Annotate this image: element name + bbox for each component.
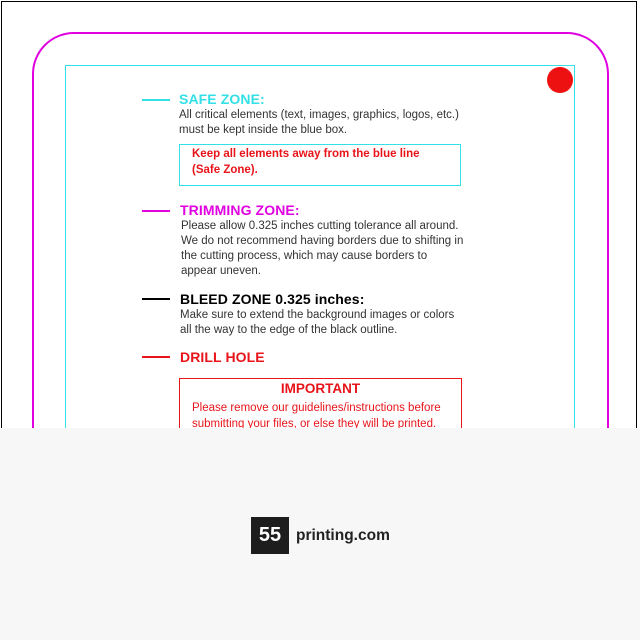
trimming-zone-description [181, 219, 463, 279]
safe-zone-description-line: All critical elements (text, images, graphics, logos, etc.) [179, 109, 459, 121]
important-notice-box [179, 378, 462, 428]
safe-zone-description [179, 108, 459, 138]
drill-hole-legend-line [142, 356, 170, 358]
safe-zone-legend-line [142, 99, 170, 101]
bleed-zone-description [180, 308, 454, 338]
bleed-zone-title: BLEED ZONE 0.325 inches: [180, 291, 365, 307]
brand-logo [251, 517, 390, 554]
important-description-line: Please remove our guidelines/instructions before [192, 402, 441, 414]
trimming-zone-description-line: We do not recommend having borders due to shifting in [181, 235, 464, 247]
drill-hole-title: DRILL HOLE [180, 349, 265, 365]
trimming-zone-description-line: Please allow 0.325 inches cutting tolerance all around. [181, 220, 459, 232]
brand-logo-name: printing.com [296, 526, 390, 544]
safe-zone-title: SAFE ZONE: [179, 91, 265, 107]
bleed-zone-legend-line [142, 298, 170, 300]
trimming-zone-title: TRIMMING ZONE: [180, 202, 300, 218]
brand-logo-badge: 55 [251, 517, 289, 554]
bleed-zone-description-line: Make sure to extend the background images or colors [180, 309, 455, 321]
safe-zone-note-line: (Safe Zone). [192, 163, 258, 176]
safe-zone-note-box [179, 144, 461, 186]
important-description-line: submitting your files, or else they will be printed. [192, 417, 437, 428]
safe-zone-description-line: must be kept inside the blue box. [179, 124, 348, 136]
important-description [192, 401, 441, 428]
safe-zone-note-line: Keep all elements away from the blue line [192, 148, 420, 160]
important-title: IMPORTANT [280, 381, 361, 396]
trimming-zone-legend-line [142, 210, 170, 212]
trimming-zone-description-line: appear uneven. [181, 265, 261, 277]
bleed-zone-description-line: all the way to the edge of the black outline. [180, 324, 398, 336]
drill-hole-marker [547, 67, 573, 93]
trimming-zone-description-line: the cutting process, which may cause borders to [181, 250, 428, 262]
